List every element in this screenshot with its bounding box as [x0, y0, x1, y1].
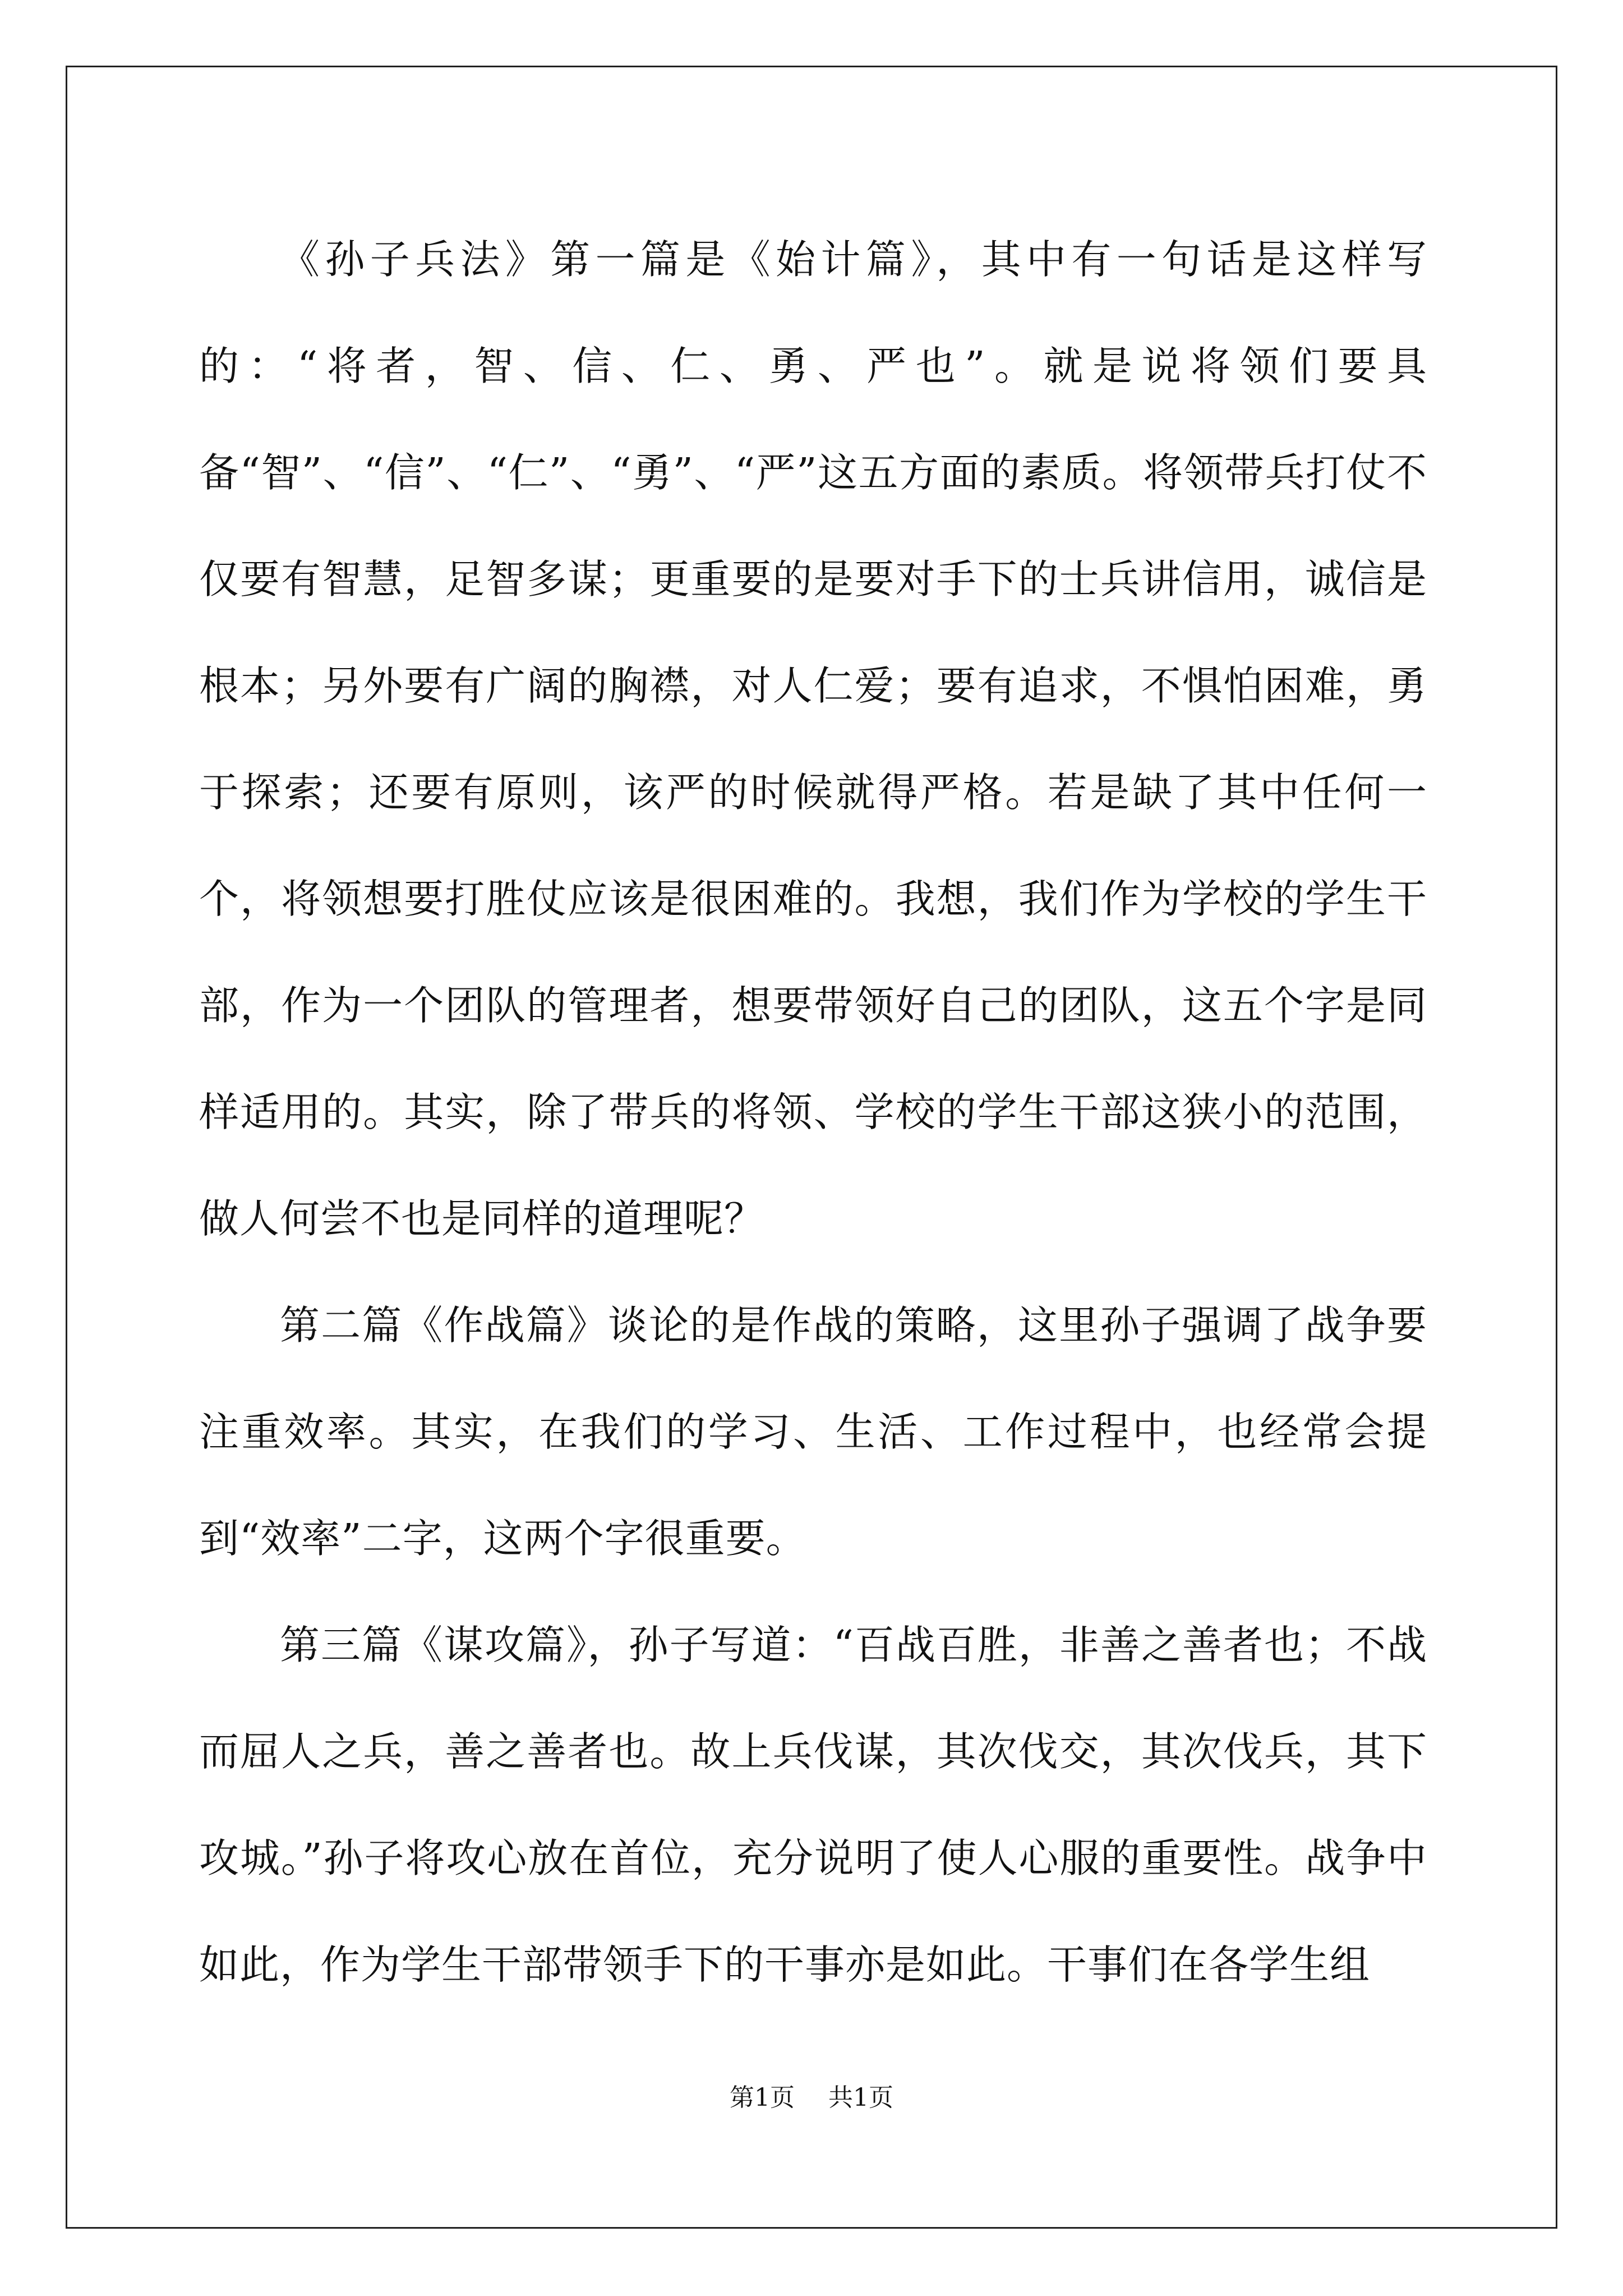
document-body [199, 206, 1427, 2018]
paragraph-1: 《孙子兵法》第一篇是《始计篇》，其中有一句话是这样写的：“将者，智、信、仁、勇、严也”。就是说将领们要具备“智”、“信”、“仁”、“勇”、“严”这五方面的素质。将领带兵打仗不仅要有智慧，足智多谋；更重要的是要对手下的士兵讲信用，诚信是根本；另外要有广阔的胸襟，对人仁爱；要有追求，不惧怕困难，勇于探索；还要有原则，该严的时候就得严格。若是缺了其中任何一个，将领想要打胜仗应该是很困难的。我想，我们作为学校的学生干部，作为一个团队的管理者，想要带领好自己的团队，这五个字是同样适用的。其实，除了带兵的将领、学校的学生干部这狭小的范围，做人何尝不也是同样的道理呢？ [199, 236, 1427, 1242]
paragraph-2: 第二篇《作战篇》谈论的是作战的策略，这里孙子强调了战争要注重效率。其实，在我们的学习、生活、工作过程中，也经常会提到“效率”二字，这两个字很重要。 [199, 1302, 1427, 1562]
page-total: 共1页 [828, 2083, 893, 2112]
page-footer [0, 2081, 1623, 2115]
page-number: 第1页 [730, 2083, 795, 2112]
paragraph-3: 第三篇《谋攻篇》，孙子写道：“百战百胜，非善之善者也；不战而屈人之兵，善之善者也。故上兵伐谋，其次伐交，其次伐兵，其下攻城。”孙子将攻心放在首位，充分说明了使人心服的重要性。战争中如此，作为学生干部带领手下的干事亦是如此。干事们在各学生组 [199, 1622, 1427, 1988]
